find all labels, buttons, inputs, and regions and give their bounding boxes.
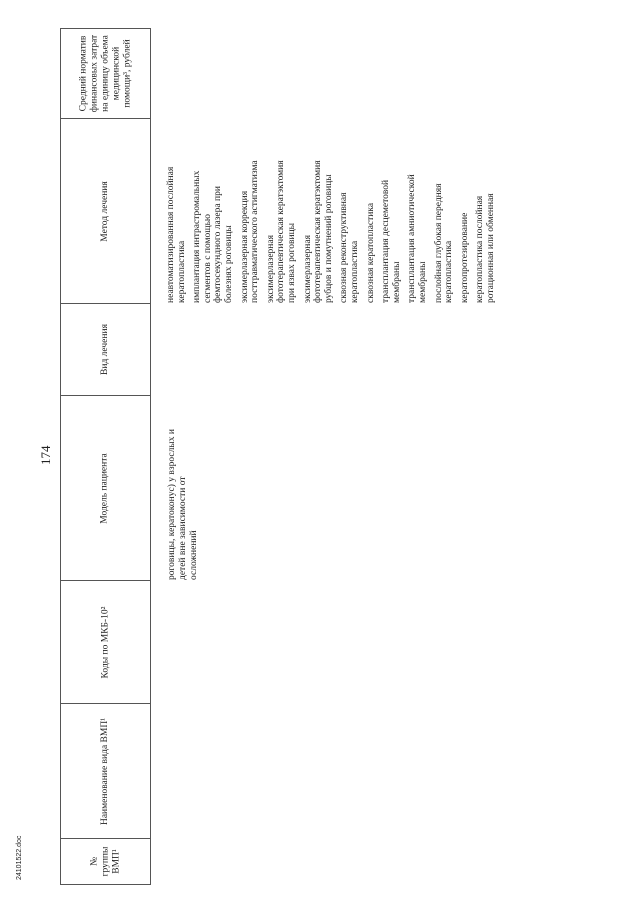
treatment-method-line: имплантация интрастромальных — [192, 170, 203, 303]
treatment-method-line: болезнях роговицы — [224, 225, 234, 303]
treatment-method-line: сквозная реконструктивная — [339, 192, 350, 303]
treatment-method-line: фототерапевтическая кератэктомия — [276, 160, 287, 303]
patient-model-line: детей вне зависимости от — [178, 476, 188, 580]
header-divider — [150, 28, 151, 884]
treatment-method-line: кератопластика — [176, 240, 187, 303]
page-number: 174 — [38, 445, 53, 465]
treatment-method-line: ротационная или обменная — [486, 193, 496, 303]
table-border-bottom — [60, 884, 151, 885]
patient-model-line: осложнений — [189, 530, 199, 580]
treatment-method-line: неавтоматизированная послойная — [166, 166, 176, 303]
treatment-method-line: кератопластика — [444, 240, 455, 303]
footer-filename: 24101522.doc — [16, 835, 23, 880]
treatment-method-line: мембраны — [418, 261, 428, 303]
treatment-method-line: кератопластика послойная — [475, 195, 486, 303]
treatment-method-line: эксимерлазерная — [265, 235, 276, 303]
treatment-method-line: при язвах роговицы — [287, 222, 297, 303]
header-treatment-method: Метод лечения — [99, 180, 110, 242]
treatment-method-line: рубцов и помутнений роговицы — [323, 174, 334, 303]
header-group-no: № группы ВМП¹ — [89, 846, 121, 877]
treatment-method-line: посттравматического астигматизма — [250, 160, 261, 303]
treatment-method-line: сквозная кератопластика — [365, 202, 376, 303]
treatment-method-line: трансплантация десцеметовой — [381, 179, 392, 303]
treatment-method-line: послойная глубокая передняя — [433, 183, 444, 303]
treatment-method-line: кератопластика — [350, 240, 360, 303]
treatment-method-line: эксимерлазерная — [302, 235, 313, 303]
header-patient-model: Модель пациента — [99, 452, 110, 524]
treatment-method-line: трансплантация амниотической — [407, 174, 418, 303]
treatment-method-line: фототерапевтическая кератэктомия — [313, 160, 324, 303]
treatment-method-line: фемтосекундного лазера при — [213, 186, 224, 303]
patient-model-line: роговицы, кератоконус) у взрослых и — [167, 429, 177, 580]
header-icd-codes: Коды по МКБ-10² — [99, 606, 110, 678]
treatment-method-line: сегментов с помощью — [202, 213, 213, 303]
treatment-method-line: кератопротезирование — [459, 212, 470, 303]
header-treatment-type: Вид лечения — [99, 324, 110, 375]
header-avg-cost: Средний норматив финансовых затрат на единицу объема медицинской помощи³, рублей — [78, 34, 132, 113]
treatment-method-line: эксимерлазерная коррекция — [239, 190, 250, 303]
header-vmp-name: Наименование вида ВМП¹ — [100, 717, 111, 825]
treatment-method-line: мембраны — [391, 261, 402, 303]
